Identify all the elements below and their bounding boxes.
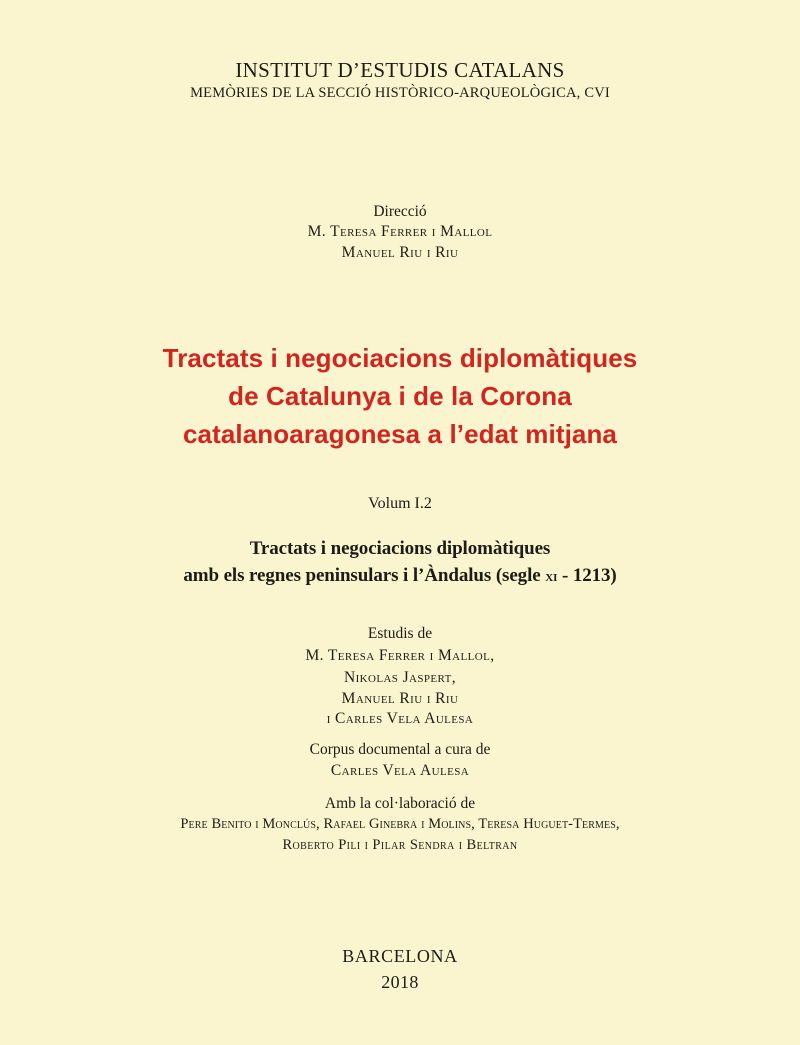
collaboration-names-line-2: Roberto Pili i Pilar Sendra i Beltran bbox=[282, 837, 518, 853]
institution-name: INSTITUT D’ESTUDIS CATALANS bbox=[235, 58, 565, 82]
publication-place: BARCELONA bbox=[342, 946, 458, 966]
direction-label: Direcció bbox=[373, 203, 427, 220]
volume-subtitle-suffix: - 1213) bbox=[561, 565, 617, 586]
volume-subtitle-line-2 bbox=[0, 566, 800, 585]
director-name-2: Manuel Riu i Riu bbox=[341, 244, 459, 261]
director-name-1: M. Teresa Ferrer i Mallol bbox=[307, 223, 493, 240]
studies-author-1: M. Teresa Ferrer i Mallol, bbox=[305, 647, 495, 664]
volume-subtitle-prefix: amb els regnes peninsulars i l’Àndalus (segle bbox=[183, 565, 541, 586]
studies-author-2: Nikolas Jaspert, bbox=[343, 669, 456, 686]
series-name: MEMÒRIES DE LA SECCIÓ HISTÒRICO-ARQUEOLÒGICA, CVI bbox=[190, 85, 610, 101]
volume-subtitle-century: xi bbox=[545, 569, 558, 585]
publication-year: 2018 bbox=[381, 972, 419, 992]
main-title-line-1: Tractats i negociacions diplomàtiques bbox=[162, 343, 638, 373]
studies-author-4: i Carles Vela Aulesa bbox=[326, 710, 474, 727]
corpus-editor: Carles Vela Aulesa bbox=[330, 762, 470, 779]
collaboration-label: Amb la col·laboració de bbox=[324, 795, 476, 812]
corpus-label: Corpus documental a cura de bbox=[309, 741, 491, 758]
volume-label: Volum I.2 bbox=[368, 495, 432, 512]
collaboration-names-line-1: Pere Benito i Monclús, Rafael Ginebra i Molins, Teresa Huguet-Termes, bbox=[180, 816, 620, 832]
studies-label: Estudis de bbox=[367, 625, 433, 642]
studies-author-3: Manuel Riu i Riu bbox=[341, 690, 459, 707]
volume-subtitle-line-1: Tractats i negociacions diplomàtiques bbox=[249, 538, 551, 559]
main-title-line-3: catalanoaragonesa a l’edat mitjana bbox=[182, 419, 617, 449]
main-title-line-2: de Catalunya i de la Corona bbox=[228, 381, 572, 411]
